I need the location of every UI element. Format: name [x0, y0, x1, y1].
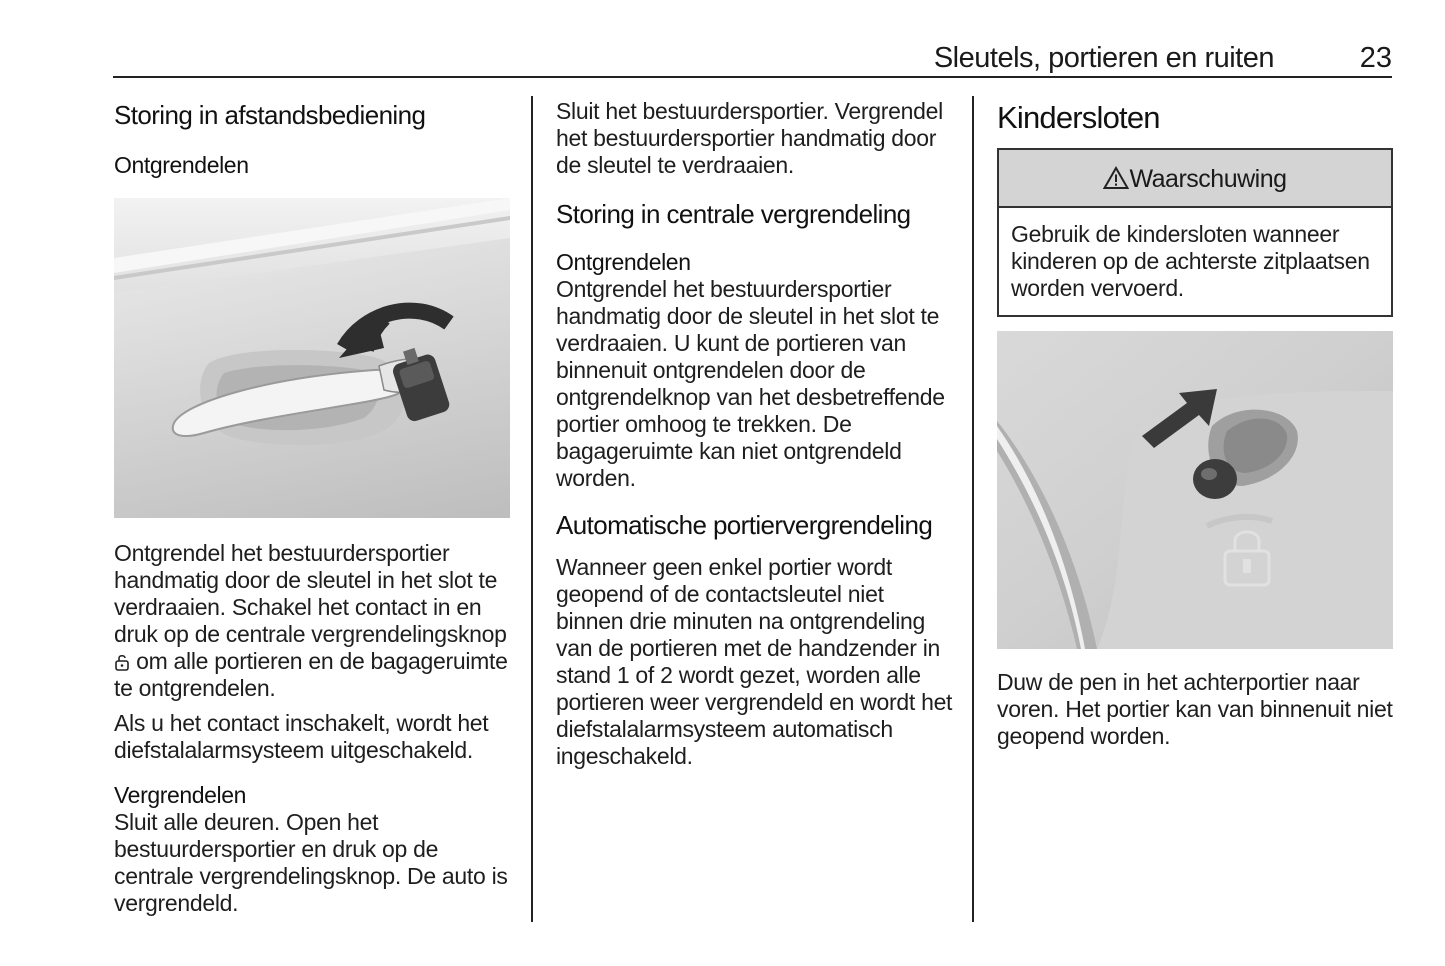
paragraph-auto-lock: Wanneer geen enkel portier wordt geopend of de contactsleutel niet binnen drie minuten na ontgrendeling van de portieren met de handzender in stand 1 of 2 wordt gezet, worden alle portieren weer vergrendeld en wordt het diefstalalarmsysteem automatisch ingeschakeld.	[556, 554, 953, 769]
column-divider	[531, 96, 533, 922]
warning-body	[999, 208, 1391, 315]
door-handle-illustration	[114, 198, 510, 518]
page-number: 23	[1359, 42, 1392, 74]
subheading-lock: Vergrendelen	[114, 782, 247, 808]
warning-box	[997, 148, 1393, 317]
paragraph-lock-instructions: Sluit alle deuren. Open het bestuurdersportier en druk op de centrale vergrendelingsknop. De auto is vergrendeld.	[114, 809, 508, 916]
section-heading-remote-fault: Storing in afstandsbediening	[114, 100, 426, 130]
column-left	[114, 96, 510, 917]
warning-triangle-icon	[1103, 166, 1129, 190]
section-heading-child-locks: Kindersloten	[997, 100, 1160, 135]
paragraph-manual-unlock: Ontgrendel het bestuurdersportier handmatig door de sleutel in het slot te verdraaien. Schakel het contact in en druk op de centrale vergrendelingsknop om alle portieren en de bagageruimte te ontgrendelen.	[114, 540, 508, 701]
unlock-button-icon	[114, 653, 130, 671]
warning-text: Gebruik de kindersloten wanneer kinderen op de achterste zitplaatsen worden vervoerd.	[1011, 221, 1370, 301]
column-middle	[556, 96, 954, 770]
section-heading-central-lock-fault: Storing in centrale vergrendeling	[556, 199, 911, 229]
paragraph-child-lock: Duw de pen in het achterportier naar voren. Het portier kan van binnenuit niet geopend worden.	[997, 669, 1393, 749]
warning-header	[999, 150, 1391, 208]
paragraph-close-door: Sluit het bestuurdersportier. Vergrendel het bestuurdersportier handmatig door de sleutel te verdraaien.	[556, 98, 943, 178]
subheading-unlock-2: Ontgrendelen	[556, 249, 691, 275]
subheading-unlock: Ontgrendelen	[114, 152, 249, 178]
column-divider	[972, 96, 974, 922]
column-right	[997, 96, 1393, 750]
page-header	[113, 40, 1392, 78]
paragraph-manual-unlock-2: Ontgrendel het bestuurdersportier handmatig door de sleutel in het slot te verdraaien. U kunt de portieren van binnenuit ontgrendelen door de ontgrendelknop van het desbetreffende portier omhoog te trekken. De bagageruimte kan niet ontgrendeld worden.	[556, 276, 945, 491]
chapter-title: Sleutels, portieren en ruiten	[933, 42, 1274, 74]
child-lock-illustration	[997, 331, 1393, 649]
paragraph-alarm-disabled: Als u het contact inschakelt, wordt het diefstalalarmsysteem uitgeschakeld.	[114, 710, 489, 763]
section-heading-auto-lock: Automatische portiervergrendeling	[556, 510, 933, 540]
warning-title: Waarschuwing	[1129, 165, 1287, 193]
